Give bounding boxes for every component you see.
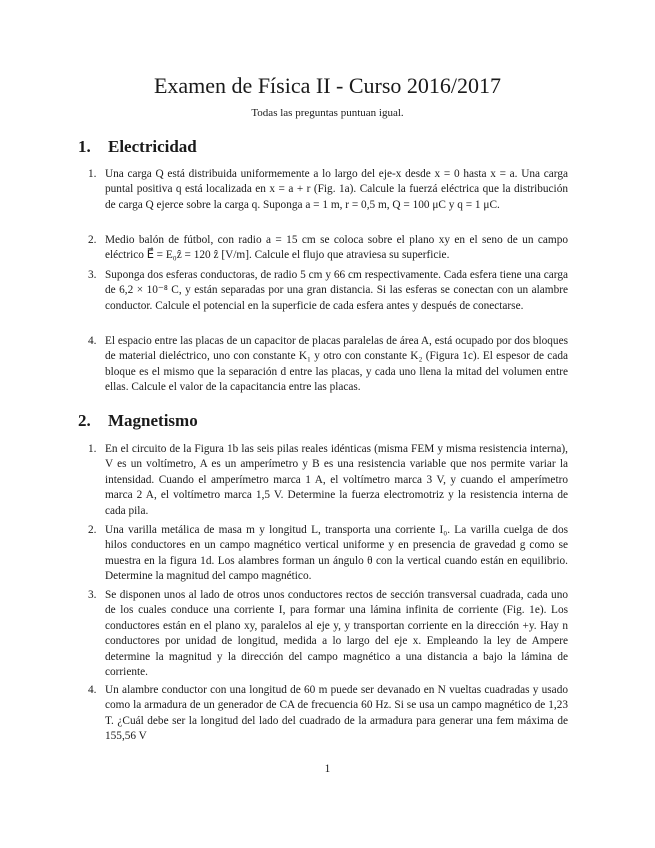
page-number: 1 [324,763,331,775]
question-text: El espacio entre las placas de un capacitor de placas paralelas de área A, está ocupado por dos bloques de material dieléctrico, uno con constante K₁ y otro con constante K₂ (Figura 1c). El espesor de cada bloque es el mismo que la separación d entre las placas, y cada uno llena la mitad del volumen entre ellas. Calcule el valor de la capacitancia entre las placas. [105,335,568,394]
question-text: Medio balón de fútbol, con radio a = 15 cm se coloca sobre el plano xy en el seno de un campo eléctrico E⃗ = E₀ẑ = 120 ẑ [V/m]. Calcule el flujo que atraviesa su superficie. [105,234,568,262]
question-number: 3. [88,269,97,281]
question-text: En el circuito de la Figura 1b las seis pilas reales idénticas (misma FEM y misma resistencia interna), V es un voltímetro, A es un amperímetro y B es una resistencia variable que nos permite variar la intensidad. Cuando el amperímetro marca 1 A, el voltímetro marca 3 V, y cuando el amperímetro marca 2 A, el voltímetro marca 1,5 V. Determine la fuerza electromotriz y la resistencia interna de cada pila. [105,443,568,517]
question-item [88,167,568,213]
section-title: Electricidad [108,137,197,156]
question-number: 1. [88,168,97,180]
question-item [88,233,568,264]
question-item [88,588,568,680]
question-text: Un alambre conductor con una longitud de 60 m puede ser devanado en N vueltas cuadradas y usado como la armadura de un generador de CA de frecuencia 60 Hz. Si se usa un campo magnético de 1,23 T. ¿Cuál debe ser la longitud del lado del cuadrado de la armadura para generar una fem máxima de 155,56 V [105,684,568,743]
question-item [88,268,568,314]
question-item [88,523,568,585]
question-text: Suponga dos esferas conductoras, de radio 5 cm y 66 cm respectivamente. Cada esfera tiene una carga de 6,2 × 10⁻⁸ C, y están separadas por una gran distancia. Si las esferas se conectan con un alambre conductor. Calcule el potencial en la superficie de cada esfera antes y después de conectarse. [105,269,568,312]
question-text: Se disponen unos al lado de otros unos conductores rectos de sección transversal cuadrada, cada uno de los cuales conduce una corriente I, para formar una lámina infinita de corriente (Fig. 1e). Los conductores están en el plano xy, paralelos al eje y, y transportan corriente en la dirección +y. Hay n conductores por unidad de longitud, medida a lo largo del eje x. Empleando la ley de Ampere determine la magnitud y la dirección del campo magnético a una distancia a bajo la lámina de corriente. [105,589,568,679]
question-text: Una varilla metálica de masa m y longitud L, transporta una corriente I₀. La varilla cuelga de dos hilos conductores en un campo magnético vertical uniforme y en presencia de gravedad g como se muestra en la figura 1d. Los alambres forman un ángulo θ con la vertical cuando están en equilibrio. Determine la magnitud del campo magnético. [105,524,568,583]
question-item [88,683,568,745]
question-number: 2. [88,524,97,536]
question-number: 4. [88,335,97,347]
section-heading-magnetismo [78,411,198,431]
question-number: 3. [88,589,97,601]
question-number: 4. [88,684,97,696]
question-number: 1. [88,443,97,455]
page-subtitle: Todas las preguntas puntuan igual. [251,107,404,119]
page-title: Examen de Física II - Curso 2016/2017 [153,73,502,98]
question-text: Una carga Q está distribuida uniformemente a lo largo del eje-x desde x = 0 hasta x = a. Una carga puntal positiva q está localizada en x = a + r (Fig. 1a). Calcule la fuerzá eléctrica que la distribución de carga Q ejerce sobre la carga q. Suponga a = 1 m, r = 0,5 m, Q = 100 μC y q = 1 μC. [105,168,568,211]
section-title: Magnetismo [108,411,198,430]
question-number: 2. [88,234,97,246]
section-number: 1. [78,137,91,156]
section-heading-electricidad [78,137,197,157]
question-item [88,442,568,519]
question-item [88,334,568,396]
section-number: 2. [78,411,91,430]
